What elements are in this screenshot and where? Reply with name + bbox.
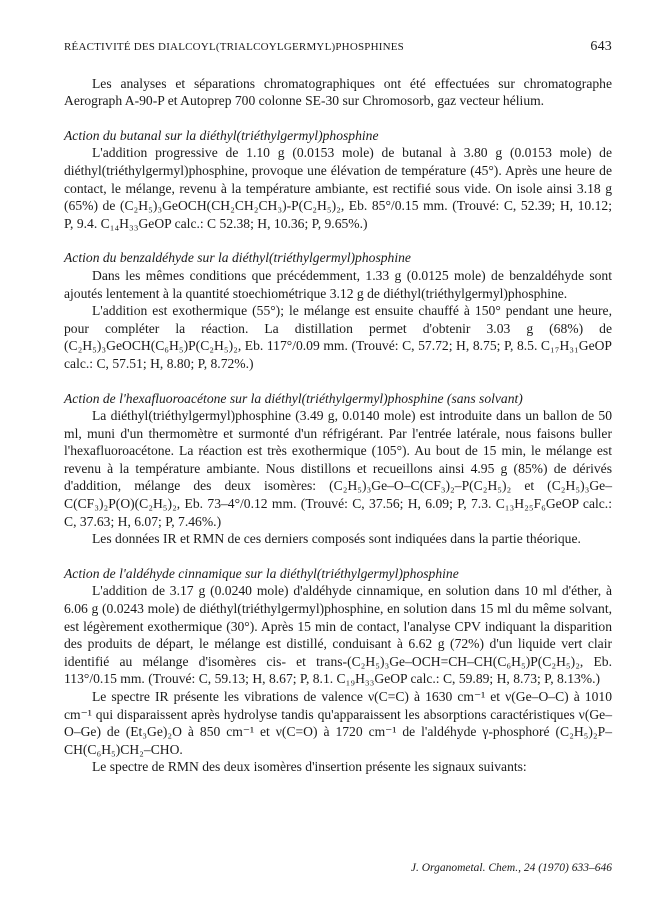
page-number: 643 <box>590 39 612 54</box>
section-paragraph: L'addition progressive de 1.10 g (0.0153 mole) de butanal à 3.80 g (0.0153 mole) de diéthyl(triéthylgermyl)phosphine, provoque une élévation de température (45°). Après une heure de contact, le mélange, revenu à la température ambiante, est rectifié sous vide. On isole ainsi 3.18 g (65%) de (C₂H₅)₃GeOCH(CH₂CH₂CH₃)-P(C₂H₅)₂, Eb. 85°/0.15 mm. (Trouvé: C, 52.39; H, 10.12; P, 9.4. C₁₄H₃₃GeOP calc.: C 52.38; H, 10.36; P, 9.65%.) <box>64 145 612 231</box>
section-paragraph: Le spectre de RMN des deux isomères d'insertion présente les signaux suivants: <box>92 759 527 775</box>
section-paragraph: L'addition est exothermique (55°); le mélange est ensuite chauffé à 150° pendant une heure, pour compléter la réaction. La distillation permet d'obtenir 3.03 g (68%) de (C₂H₅)₃GeOCH(C₆H₅)P(C₂H₅)₂, Eb. 117°/0.09 mm. (Trouvé: C, 57.72; H, 8.75; P, 8.5. C₁₇H₃₁GeOP calc.: C, 57.51; H, 8.80; P, 8.72%.) <box>64 303 612 371</box>
section-heading: Action de l'hexafluoroacétone sur la diéthyl(triéthylgermyl)phosphine (sans solvant) <box>64 390 523 406</box>
section-cinnamaldehyde <box>64 565 612 776</box>
section-heading: Action du benzaldéhyde sur la diéthyl(triéthylgermyl)phosphine <box>64 250 411 266</box>
section-butanal <box>64 127 612 233</box>
section-paragraph: L'addition de 3.17 g (0.0240 mole) d'aldéhyde cinnamique, en solution dans 10 ml d'éther, à 6.06 g (0.0243 mole) de diéthyl(triéthylgermyl)phosphine, en solution dans 15 ml du même solvant, est légèrement exothermique (30°). Après 15 min de contact, l'analyse CPV indiquant la disparition des produits de départ, le mélange est distillé, conduisant à 6.62 g (72%) d'un liquide vert clair identifié au mélange d'isomères cis- et trans-(C₂H₅)₃Ge–OCH=CH–CH(C₆H₅)P(C₂H₅)₂, Eb. 113°/0.15 mm. (Trouvé: C, 59.13; H, 8.67; P, 8.1. C₁₉H₃₃GeOP calc.: C, 59.89; H, 8.73; P, 8.13%.) <box>64 583 612 687</box>
section-heading: Action du butanal sur la diéthyl(triéthylgermyl)phosphine <box>64 127 379 143</box>
section-paragraph: Les données IR et RMN de ces derniers composés sont indiquées dans la partie théorique. <box>92 531 581 547</box>
section-benzaldehyde <box>64 249 612 372</box>
section-paragraph: La diéthyl(triéthylgermyl)phosphine (3.49 g, 0.0140 mole) est introduite dans un ballon de 50 ml, muni d'un thermomètre et surmonté d'un réfrigérant. Par l'entrée latérale, nous faisons buller l'hexafluoroacétone. La réaction est très exothermique (105°). Au bout de 15 min, le mélange est revenu à la température ambiante. Nous distillons et recueillons ainsi 4.95 g (85%) de dérivés d'addition, mélange des deux isomères: (C₂H₅)₃Ge–O–C(CF₃)₂–P(C₂H₅)₂ et (C₂H₅)₃Ge–C(CF₃)₂P(O)(C₂H₅)₂, Eb. 73–4°/0.12 mm. (Trouvé: C, 37.56; H, 6.09; P, 7.3. C₁₃H₂₅F₆GeOP calc.: C, 37.63; H, 6.07; P, 7.46%.) <box>64 408 612 529</box>
section-hexafluoroacetone <box>64 390 612 548</box>
section-paragraph: Dans les mêmes conditions que précédemment, 1.33 g (0.0125 mole) de benzaldéhyde sont ajoutés lentement à la quantité stoechiométrique 3.12 g de diéthyl(triéthylgermyl)phosphine. <box>64 267 612 301</box>
section-paragraph: Le spectre IR présente les vibrations de valence ν(C=C) à 1630 cm⁻¹ et ν(Ge–O–C) à 1010 cm⁻¹ qui disparaissent après hydrolyse tandis qu'apparaissent les absorptions caractéristiques ν(Ge–O–Ge) de (Et₃Ge)₂O à 850 cm⁻¹ et ν(C=O) à 1720 cm⁻¹ de l'aldéhyde γ-phosphoré (C₂H₅)₂P–CH(C₆H₅)CH₂–CHO. <box>64 689 612 757</box>
journal-citation: J. Organometal. Chem., 24 (1970) 633–646 <box>410 862 612 874</box>
running-head <box>64 38 612 57</box>
intro-paragraph: Les analyses et séparations chromatographiques ont été effectuées sur chromatographe Aerograph A-90-P et Autoprep 700 colonne SE-30 sur Chromosorb, gaz vecteur hélium. <box>64 75 612 109</box>
running-title: RÉACTIVITÉ DES DIALCOYL(TRIALCOYLGERMYL)PHOSPHINES <box>64 41 404 53</box>
section-heading: Action de l'aldéhyde cinnamique sur la diéthyl(triéthylgermyl)phosphine <box>64 565 459 581</box>
intro-section <box>64 75 612 110</box>
